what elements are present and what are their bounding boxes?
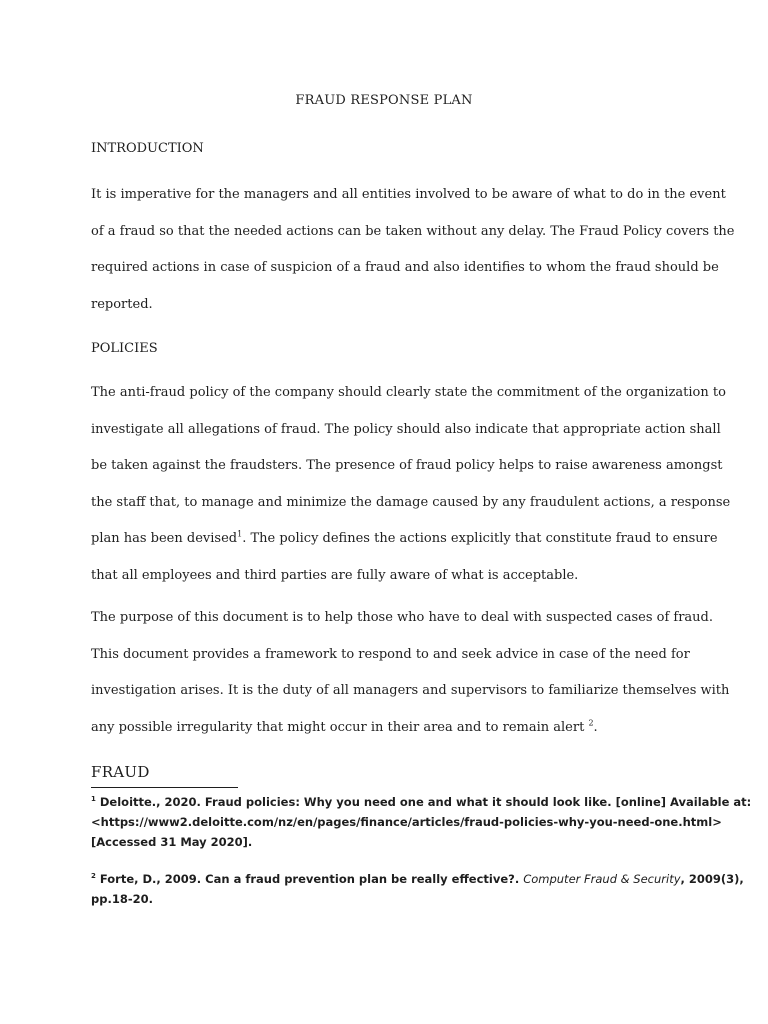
footnote-marker: 2: [91, 872, 96, 881]
footnote-line: [Accessed 31 May 2020].: [91, 835, 253, 849]
introduction-paragraph: [91, 177, 735, 323]
paragraph-line: reported.: [91, 296, 153, 312]
fraud-heading: FRAUD: [91, 763, 150, 781]
footnote-text: Deloitte., 2020. Fraud policies: Why you need one and what it should look like. [online] Available at:: [95, 795, 752, 809]
paragraph-line: investigate all allegations of fraud. The policy should also indicate that appropriate action shall: [91, 421, 721, 437]
policies-paragraph-1: [91, 375, 731, 594]
line-text: .: [593, 719, 598, 735]
footnote-ref-1[interactable]: 1: [237, 529, 243, 539]
line-text: any possible irregularity that might occur in their area and to remain alert: [91, 719, 589, 735]
footnote-1: [91, 792, 752, 852]
paragraph-line: be taken against the fraudsters. The presence of fraud policy helps to raise awareness amongst: [91, 458, 723, 473]
footnote-separator: [91, 787, 238, 788]
paragraph-line: investigation arises. It is the duty of all managers and supervisors to familiarize themselves with: [91, 683, 730, 698]
footnote-line: [91, 869, 744, 889]
paragraph-line: This document provides a framework to respond to and seek advice in case of the need for: [91, 646, 690, 662]
paragraph-line: It is imperative for the managers and all entities involved to be aware of what to do in the event: [91, 187, 726, 202]
paragraph-line: that all employees and third parties are fully aware of what is acceptable.: [91, 567, 579, 583]
paragraph-line: of a fraud so that the needed actions can be taken without any delay. The Fraud Policy covers the: [91, 223, 735, 239]
footnote-text: Forte, D., 2009. Can a fraud prevention plan be really effective?.: [95, 872, 524, 886]
line-text: . The policy defines the actions explicitly that constitute fraud to ensure: [242, 531, 718, 546]
paragraph-line: [91, 710, 691, 747]
paragraph-line: required actions in case of suspicion of a fraud and also identifies to whom the fraud should be: [91, 260, 719, 275]
paragraph-line: The purpose of this document is to help those who have to deal with suspected cases of fraud.: [91, 610, 714, 625]
policies-paragraph-2: [91, 600, 730, 746]
line-text: plan has been devised: [91, 531, 238, 546]
footnote-text: , 2009(3),: [680, 872, 744, 886]
footnote-line: [91, 792, 752, 812]
footnote-marker: 1: [91, 795, 96, 804]
paragraph-line: The anti-fraud policy of the company should clearly state the commitment of the organization to: [91, 385, 726, 400]
document-title: FRAUD RESPONSE PLAN: [295, 93, 473, 108]
footnote-2: [91, 869, 744, 909]
footnote-ref-2[interactable]: 2: [588, 718, 594, 728]
journal-title: Computer Fraud & Security: [523, 872, 681, 886]
introduction-heading: INTRODUCTION: [91, 141, 204, 156]
paragraph-line: [91, 521, 718, 558]
policies-heading: POLICIES: [91, 341, 158, 356]
footnote-line: pp.18-20.: [91, 892, 153, 906]
footnote-link[interactable]: <https://www2.deloitte.com/nz/en/pages/finance/articles/fraud-policies-why-you-need-one.html>: [91, 815, 722, 829]
paragraph-line: the staff that, to manage and minimize the damage caused by any fraudulent actions, a response: [91, 494, 731, 510]
